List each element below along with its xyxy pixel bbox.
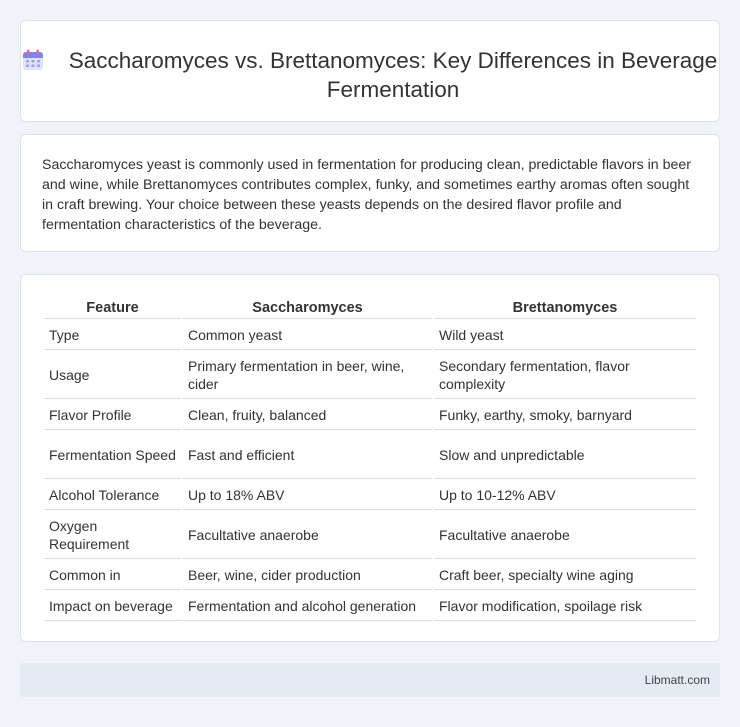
brettanomyces-cell: Secondary fermentation, flavor complexity: [434, 352, 696, 399]
table-row: [44, 481, 696, 510]
table-row: [44, 401, 696, 430]
feature-cell: Usage: [44, 352, 181, 399]
brettanomyces-cell: Flavor modification, spoilage risk: [434, 592, 696, 621]
table-row: [44, 561, 696, 590]
feature-cell: Fermentation Speed: [44, 432, 181, 479]
calendar-icon: [21, 48, 45, 72]
saccharomyces-cell: Fermentation and alcohol generation: [183, 592, 432, 621]
table-row: [44, 432, 696, 479]
header-feature: Feature: [44, 297, 181, 319]
saccharomyces-cell: Up to 18% ABV: [183, 481, 432, 510]
table-row: [44, 512, 696, 559]
comparison-table-card: [20, 274, 720, 642]
intro-card: [20, 134, 720, 252]
brettanomyces-cell: Craft beer, specialty wine aging: [434, 561, 696, 590]
brettanomyces-cell: Up to 10-12% ABV: [434, 481, 696, 510]
header-saccharomyces: Saccharomyces: [183, 297, 432, 319]
saccharomyces-cell: Facultative anaerobe: [183, 512, 432, 559]
table-header-row: [44, 297, 696, 319]
title-wrap: [21, 21, 719, 104]
feature-cell: Oxygen Requirement: [44, 512, 181, 559]
feature-cell: Type: [44, 321, 181, 350]
footer-site-link[interactable]: Libmatt.com: [644, 673, 710, 687]
footer: [20, 663, 720, 697]
saccharomyces-cell: Beer, wine, cider production: [183, 561, 432, 590]
feature-cell: Impact on beverage: [44, 592, 181, 621]
brettanomyces-cell: Slow and unpredictable: [434, 432, 696, 479]
feature-cell: Alcohol Tolerance: [44, 481, 181, 510]
table-row: [44, 592, 696, 621]
table-row: [44, 321, 696, 350]
page-title: Saccharomyces vs. Brettanomyces: Key Differences in Beverage Fermentation: [68, 48, 718, 102]
brettanomyces-cell: Wild yeast: [434, 321, 696, 350]
brettanomyces-cell: Facultative anaerobe: [434, 512, 696, 559]
comparison-table: [42, 295, 698, 623]
saccharomyces-cell: Common yeast: [183, 321, 432, 350]
table-row: [44, 352, 696, 399]
feature-cell: Common in: [44, 561, 181, 590]
header-brettanomyces: Brettanomyces: [434, 297, 696, 319]
title-card: [20, 20, 720, 122]
brettanomyces-cell: Funky, earthy, smoky, barnyard: [434, 401, 696, 430]
saccharomyces-cell: Primary fermentation in beer, wine, cider: [183, 352, 432, 399]
intro-paragraph: Saccharomyces yeast is commonly used in fermentation for producing clean, predictable flavors in beer and wine, while Brettanomyces contributes complex, funky, and sometimes earthy aromas often sought in craft brewing. Your choice between these yeasts depends on the desired flavor profile and fermentation characteristics of the beverage.: [42, 157, 692, 233]
saccharomyces-cell: Fast and efficient: [183, 432, 432, 479]
feature-cell: Flavor Profile: [44, 401, 181, 430]
saccharomyces-cell: Clean, fruity, balanced: [183, 401, 432, 430]
